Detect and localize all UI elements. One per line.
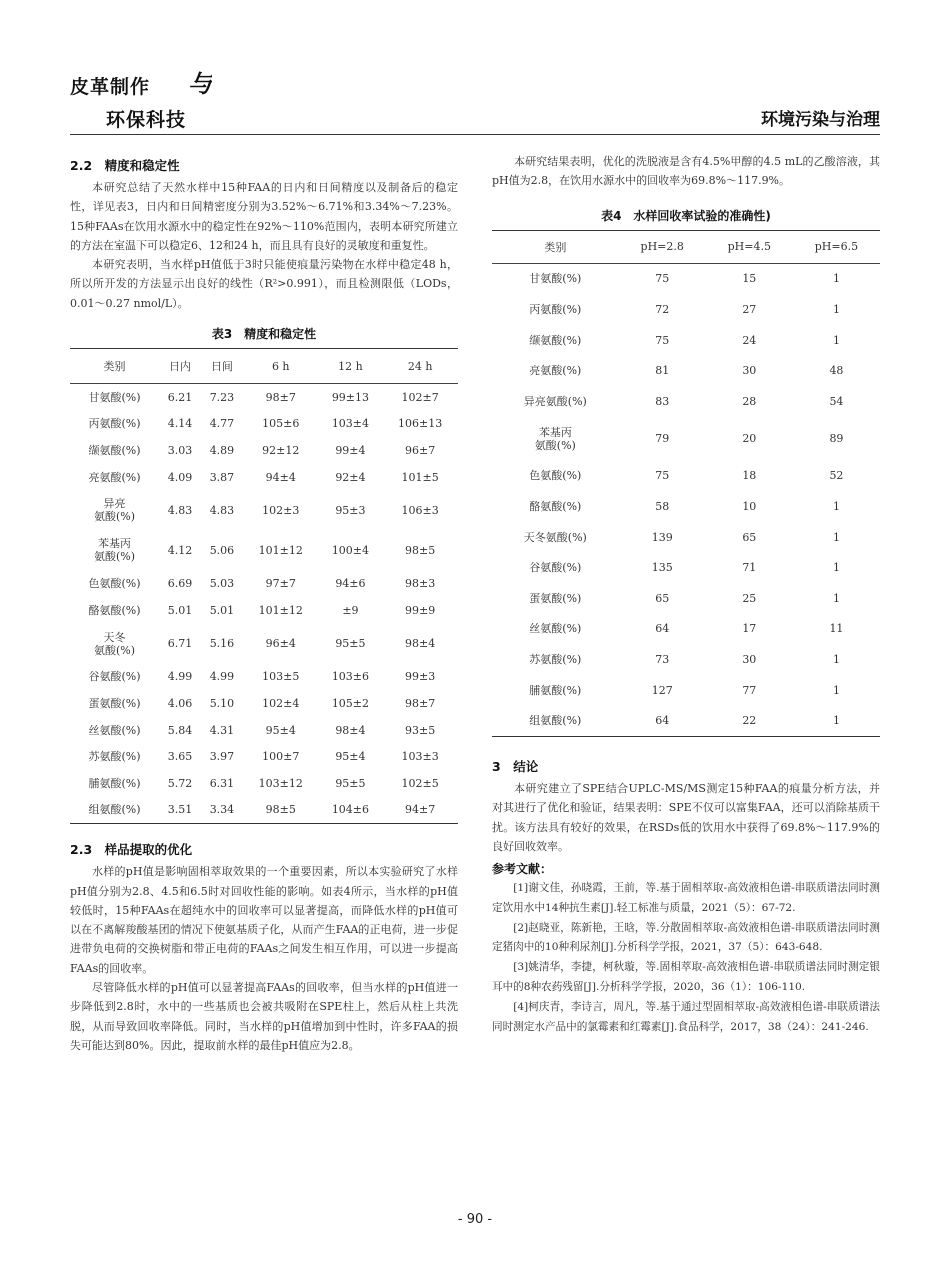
table3-value-cell: 100±7 xyxy=(262,750,300,764)
table3-row xyxy=(70,664,458,691)
table4-value-cell: 48 xyxy=(829,364,844,378)
table3-category-cell: 苯基丙 氨酸(%) xyxy=(94,537,136,564)
table3-value-cell: 100±4 xyxy=(331,543,370,557)
table3-value-cell: 3.97 xyxy=(209,750,235,764)
table3-header-cell: 24 h xyxy=(382,349,458,384)
table4-value-cell: 139 xyxy=(651,530,673,544)
table3-row xyxy=(70,690,458,717)
table4-category-cell: 天冬氨酸(%) xyxy=(523,530,587,544)
table4-value-cell: 18 xyxy=(742,469,757,483)
table4-value-cell: 77 xyxy=(742,683,757,697)
table3-value-cell: 97±7 xyxy=(265,577,296,591)
table4-category-cell: 丝氨酸(%) xyxy=(529,622,582,636)
table4-value-cell: 1 xyxy=(832,302,840,316)
table3-value-cell: 4.99 xyxy=(167,670,193,684)
table3-value-cell: 6.21 xyxy=(167,390,193,404)
section-label: 环境污染与治理 xyxy=(761,110,880,130)
table3-category-cell: 缬氨酸(%) xyxy=(88,444,141,458)
table3-value-cell: 103±5 xyxy=(262,670,300,684)
table3-value-cell: 3.34 xyxy=(209,803,235,817)
table3-row xyxy=(70,717,458,744)
table3-value-cell: 98±5 xyxy=(265,803,296,817)
section-2-2-paragraph-2: 本研究表明，当水样pH值低于3时只能使痕量污染物在水样中稳定48 h，所以所开发的方法显示出良好的线性（R²>0.991），而且检测限低（LODs，0.01～0.27 nmol/L）。 xyxy=(70,258,458,310)
table3-value-cell: 96±4 xyxy=(265,637,296,651)
table4-value-cell: 58 xyxy=(655,499,670,513)
table3-value-cell: 105±6 xyxy=(262,417,300,431)
table3-row xyxy=(70,624,458,664)
reference-item: [3]姚清华，李捷，柯秋璇，等.固相萃取-高效液相色谱-串联质谱法同时测定银耳中的8种农药残留[J].分析科学学报，2020，36（1）：106-110. xyxy=(492,961,880,994)
table4-value-cell: 24 xyxy=(742,333,757,347)
header-rule xyxy=(70,134,880,135)
table4-header-cell: pH=4.5 xyxy=(706,230,793,263)
table3-value-cell: 101±12 xyxy=(258,603,303,617)
table3-value-cell: 98±7 xyxy=(405,697,436,711)
table3-value-cell: 95±5 xyxy=(335,776,366,790)
table3-row xyxy=(70,464,458,491)
table4-row xyxy=(492,705,880,736)
table3-value-cell: 93±5 xyxy=(405,723,436,737)
table3-value-cell: 5.72 xyxy=(167,776,193,790)
table4-header-cell: 类别 xyxy=(492,230,619,263)
table4-value-cell: 1 xyxy=(832,333,840,347)
table3-value-cell: 103±4 xyxy=(331,417,370,431)
reference-item: [4]柯庆青，李诗言，周凡，等.基于通过型固相萃取-高效液相色谱-串联质谱法同时测定水产品中的氯霉素和红霉素[J].食品科学，2017，38（24）：241-246. xyxy=(492,1000,880,1033)
table4-category-cell: 异亮氨酸(%) xyxy=(523,394,587,408)
table3-value-cell: 7.23 xyxy=(209,390,235,404)
table4-value-cell: 27 xyxy=(742,302,757,316)
table3-row xyxy=(70,743,458,770)
table3-value-cell: 103±3 xyxy=(401,750,439,764)
table3-value-cell: 103±12 xyxy=(258,776,303,790)
table4-row xyxy=(492,263,880,294)
table4-value-cell: 71 xyxy=(742,561,757,575)
table3-value-cell: 4.83 xyxy=(209,503,235,517)
table4-value-cell: 65 xyxy=(655,591,670,605)
table3-value-cell: 102±4 xyxy=(262,697,300,711)
right-column xyxy=(492,150,880,1037)
table4-header-cell: pH=2.8 xyxy=(619,230,706,263)
table3-value-cell: 4.09 xyxy=(167,470,193,484)
table4-value-cell: 1 xyxy=(832,714,840,728)
journal-logo xyxy=(70,69,212,132)
table4-row xyxy=(492,522,880,553)
reference-item: [2]赵晓亚，陈新艳，王晗，等.分散固相萃取-高效液相色谱-串联质谱法同时测定猪肉中的10种利尿剂[J].分析科学学报，2021，37（5）：643-648. xyxy=(492,921,880,954)
table4-value-cell: 1 xyxy=(832,683,840,697)
table3-caption: 表3 精度和稳定性 xyxy=(211,327,317,342)
table4-category-cell: 丙氨酸(%) xyxy=(529,302,582,316)
table3-category-cell: 组氨酸(%) xyxy=(88,803,141,817)
table4-value-cell: 75 xyxy=(655,272,670,286)
table4-value-cell: 79 xyxy=(655,432,670,446)
table3-value-cell: 4.99 xyxy=(209,670,235,684)
table4-value-cell: 73 xyxy=(655,652,670,666)
table3 xyxy=(70,348,458,824)
section-2-2-paragraph-1: 本研究总结了天然水样中15种FAA的日内和日间精度以及制备后的稳定性，详见表3，日内和日间精密度分别为3.52%～6.71%和3.34%～7.23%。15种FAAs在饮用水源水中的稳定性在92%～110%范围内，表明本研究所建立的方法在室温下可以稳定6、12和24 h，而且具有良好的灵敏度和重复性。 xyxy=(70,181,458,252)
table3-value-cell: 5.01 xyxy=(209,603,235,617)
table4-header-row xyxy=(492,230,880,263)
table4-value-cell: 1 xyxy=(832,499,840,513)
table3-value-cell: 103±6 xyxy=(331,670,370,684)
table3-value-cell: 99±9 xyxy=(405,603,436,617)
table3-row xyxy=(70,490,458,530)
table4-value-cell: 30 xyxy=(742,652,757,666)
table4-category-cell: 亮氨酸(%) xyxy=(529,364,582,378)
table4-value-cell: 89 xyxy=(829,432,844,446)
references-list xyxy=(492,879,880,1037)
section-3-title: 3 结论 xyxy=(492,758,539,774)
journal-logo-glyph xyxy=(186,66,212,106)
table4-category-cell: 组氨酸(%) xyxy=(529,714,582,728)
table3-header-cell: 日间 xyxy=(201,349,243,384)
table4-category-cell: 苏氨酸(%) xyxy=(529,652,582,666)
table3-value-cell: 94±4 xyxy=(265,470,296,484)
table4-value-cell: 30 xyxy=(742,364,757,378)
table4-value-cell: 64 xyxy=(655,714,670,728)
table3-category-cell: 苏氨酸(%) xyxy=(88,750,141,764)
table4-value-cell: 1 xyxy=(832,272,840,286)
table4-value-cell: 1 xyxy=(832,652,840,666)
table3-value-cell: 95±5 xyxy=(335,637,366,651)
table3-value-cell: 106±13 xyxy=(398,417,443,431)
section-2-3-paragraph-2: 尽管降低水样的pH值可以显著提高FAAs的回收率，但当水样的pH值进一步降低到2.8时，水中的一些基质也会被共吸附在SPE柱上，然后从柱上共洗脱，从而导致回收率降低。同时，当水样的pH值增加到中性时，许多FAA的损失可能达到80%。因此，提取前水样的最佳pH值应为2.8。 xyxy=(70,980,458,1052)
table3-value-cell: 4.31 xyxy=(209,723,235,737)
table3-value-cell: 104±6 xyxy=(331,803,370,817)
table3-category-cell: 甘氨酸(%) xyxy=(88,390,141,404)
section-2-3-paragraph-1: 水样的pH值是影响固相萃取效果的一个重要因素，所以本实验研究了水样pH值分别为2.8、4.5和6.5时对回收性能的影响。如表4所示，当水样的pH值较低时，15种FAAs在超纯水中的回收率可以显著提高，而降低水样的pH值可以在不离解羧酸基团的情况下使氨基质子化，从而产生FAA的正电荷，进一步促进带负电荷的交换树脂和带正电荷的FAAs之间发生相互作用，可以进一步提高FAAs的回收率。 xyxy=(70,865,458,975)
table4-value-cell: 83 xyxy=(655,394,670,408)
table3-value-cell: 3.51 xyxy=(167,803,193,817)
table3-value-cell: 3.65 xyxy=(167,750,193,764)
table3-value-cell: 102±7 xyxy=(401,390,439,404)
table3-row xyxy=(70,570,458,597)
journal-name-line2: 环保科技 xyxy=(106,109,187,131)
table4-value-cell: 1 xyxy=(832,561,840,575)
table4-value-cell: 135 xyxy=(651,561,673,575)
table3-row xyxy=(70,530,458,570)
table4-value-cell: 17 xyxy=(742,622,757,636)
table3-value-cell: 5.01 xyxy=(167,603,193,617)
table4-value-cell: 10 xyxy=(742,499,757,513)
table4-value-cell: 64 xyxy=(655,622,670,636)
table4-value-cell: 127 xyxy=(651,683,673,697)
table3-category-cell: 天冬 氨酸(%) xyxy=(94,630,136,657)
table3-value-cell: 6.69 xyxy=(167,577,193,591)
table4-row xyxy=(492,386,880,417)
table4 xyxy=(492,230,880,737)
table4-category-cell: 缬氨酸(%) xyxy=(529,333,582,347)
table3-value-cell: 4.06 xyxy=(167,697,193,711)
references-title: 参考文献： xyxy=(492,862,553,877)
table3-value-cell: 5.03 xyxy=(209,577,235,591)
section-2-2-title: 2.2 精度和稳定性 xyxy=(70,158,180,173)
table4-category-cell: 甘氨酸(%) xyxy=(529,272,582,286)
table3-value-cell: 4.14 xyxy=(167,417,193,431)
table3-value-cell: 5.06 xyxy=(209,543,235,557)
table3-value-cell: 96±7 xyxy=(405,444,436,458)
table3-value-cell: 94±6 xyxy=(335,577,366,591)
table4-row xyxy=(492,552,880,583)
intro-paragraph: 本研究结果表明，优化的洗脱液是含有4.5%甲醇的4.5 mL的乙酸溶液，其pH值为2.8，在饮用水源水中的回收率为69.8%～117.9%。 xyxy=(492,155,880,188)
table4-value-cell: 81 xyxy=(655,364,670,378)
table3-body xyxy=(70,384,458,824)
table4-caption: 表4 水样回收率试验的准确性) xyxy=(601,208,771,223)
table4-row xyxy=(492,583,880,614)
table3-value-cell: ±9 xyxy=(342,603,359,617)
table3-value-cell: 98±5 xyxy=(405,543,436,557)
left-column xyxy=(70,150,458,1055)
table4-value-cell: 11 xyxy=(829,622,844,636)
table3-value-cell: 92±4 xyxy=(335,470,366,484)
table4-row xyxy=(492,491,880,522)
table3-value-cell: 106±3 xyxy=(401,503,439,517)
table3-row xyxy=(70,384,458,411)
table3-value-cell: 95±3 xyxy=(335,503,366,517)
table4-value-cell: 1 xyxy=(832,530,840,544)
table3-row xyxy=(70,437,458,464)
table4-row xyxy=(492,675,880,706)
table3-category-cell: 酪氨酸(%) xyxy=(88,603,141,617)
table4-row xyxy=(492,355,880,386)
table3-header-cell: 日内 xyxy=(159,349,201,384)
table3-value-cell: 99±4 xyxy=(335,444,366,458)
page-number: - 90 - xyxy=(457,1212,493,1227)
table3-value-cell: 99±13 xyxy=(331,390,370,404)
table4-value-cell: 22 xyxy=(742,714,757,728)
table4-value-cell: 75 xyxy=(655,469,670,483)
table3-category-cell: 丝氨酸(%) xyxy=(88,723,141,737)
table3-category-cell: 脯氨酸(%) xyxy=(88,776,141,790)
table3-category-cell: 谷氨酸(%) xyxy=(88,670,141,684)
table4-category-cell: 脯氨酸(%) xyxy=(529,683,582,697)
table3-row xyxy=(70,411,458,438)
table4-value-cell: 72 xyxy=(655,302,670,316)
table3-value-cell: 5.84 xyxy=(167,723,193,737)
table3-value-cell: 94±7 xyxy=(405,803,436,817)
table3-value-cell: 6.71 xyxy=(167,637,193,651)
table4-category-cell: 谷氨酸(%) xyxy=(529,561,582,575)
table3-header-cell: 类别 xyxy=(70,349,159,384)
table3-value-cell: 4.83 xyxy=(167,503,193,517)
table3-value-cell: 95±4 xyxy=(265,723,296,737)
table3-header-cell: 6 h xyxy=(243,349,319,384)
table3-value-cell: 95±4 xyxy=(335,750,366,764)
table3-value-cell: 98±3 xyxy=(405,577,436,591)
table4-body xyxy=(492,263,880,736)
table3-value-cell: 98±7 xyxy=(265,390,296,404)
table3-header-row xyxy=(70,349,458,384)
table4-category-cell: 苯基丙 氨酸(%) xyxy=(534,425,576,452)
table4-row xyxy=(492,644,880,675)
table4-value-cell: 20 xyxy=(742,432,757,446)
table4-value-cell: 1 xyxy=(832,591,840,605)
table4-category-cell: 酪氨酸(%) xyxy=(529,499,582,513)
table3-category-cell: 异亮 氨酸(%) xyxy=(94,497,136,524)
table3-row xyxy=(70,770,458,797)
table4-row xyxy=(492,325,880,356)
table3-value-cell: 4.77 xyxy=(209,417,235,431)
table3-value-cell: 101±5 xyxy=(401,470,439,484)
table4-value-cell: 75 xyxy=(655,333,670,347)
table4-value-cell: 28 xyxy=(742,394,757,408)
table4-category-cell: 蛋氨酸(%) xyxy=(529,591,582,605)
table3-header-cell: 12 h xyxy=(319,349,383,384)
section-3-paragraph: 本研究建立了SPE结合UPLC-MS/MS测定15种FAA的痕量分析方法，并对其进行了优化和验证，结果表明：SPE不仅可以富集FAA，还可以消除基质干扰。该方法具有较好的效果，在RSDs低的饮用水中获得了69.8%～117.9%的良好回收效率。 xyxy=(492,781,880,853)
logo-glyph-text: 与 xyxy=(188,69,212,98)
table4-value-cell: 52 xyxy=(829,469,844,483)
table4-value-cell: 54 xyxy=(829,394,844,408)
table4-value-cell: 25 xyxy=(742,591,757,605)
table3-value-cell: 102±3 xyxy=(262,503,300,517)
table3-value-cell: 5.16 xyxy=(209,637,235,651)
table4-value-cell: 65 xyxy=(742,530,757,544)
table3-category-cell: 蛋氨酸(%) xyxy=(88,697,141,711)
table3-value-cell: 92±12 xyxy=(262,444,300,458)
section-2-3-title: 2.3 样品提取的优化 xyxy=(70,842,193,858)
table3-category-cell: 色氨酸(%) xyxy=(88,577,141,591)
table4-row xyxy=(492,417,880,461)
table4-row xyxy=(492,294,880,325)
table3-category-cell: 丙氨酸(%) xyxy=(88,417,141,431)
table4-value-cell: 15 xyxy=(742,272,757,286)
table3-value-cell: 102±5 xyxy=(401,776,439,790)
table3-value-cell: 4.89 xyxy=(209,444,235,458)
table3-value-cell: 6.31 xyxy=(209,776,235,790)
table3-category-cell: 亮氨酸(%) xyxy=(88,470,141,484)
table3-value-cell: 3.87 xyxy=(209,470,235,484)
table3-value-cell: 101±12 xyxy=(258,543,303,557)
table4-header-cell: pH=6.5 xyxy=(793,230,880,263)
table3-value-cell: 5.10 xyxy=(209,697,235,711)
table3-value-cell: 99±3 xyxy=(405,670,436,684)
table3-row xyxy=(70,797,458,824)
table4-row xyxy=(492,461,880,492)
table4-row xyxy=(492,614,880,645)
reference-item: [1]谢文佳，孙晓霞，王前，等.基于固相萃取-高效液相色谱-串联质谱法同时测定饮用水中14种抗生素[J].轻工标准与质量，2021（5）：67-72. xyxy=(492,882,880,914)
table3-value-cell: 3.03 xyxy=(167,444,193,458)
table3-value-cell: 4.12 xyxy=(167,543,193,557)
table3-value-cell: 98±4 xyxy=(335,723,366,737)
table3-value-cell: 98±4 xyxy=(405,637,436,651)
table4-category-cell: 色氨酸(%) xyxy=(529,469,582,483)
table3-row xyxy=(70,597,458,624)
table3-value-cell: 105±2 xyxy=(331,697,370,711)
journal-name-line1: 皮革制作 xyxy=(70,76,151,98)
